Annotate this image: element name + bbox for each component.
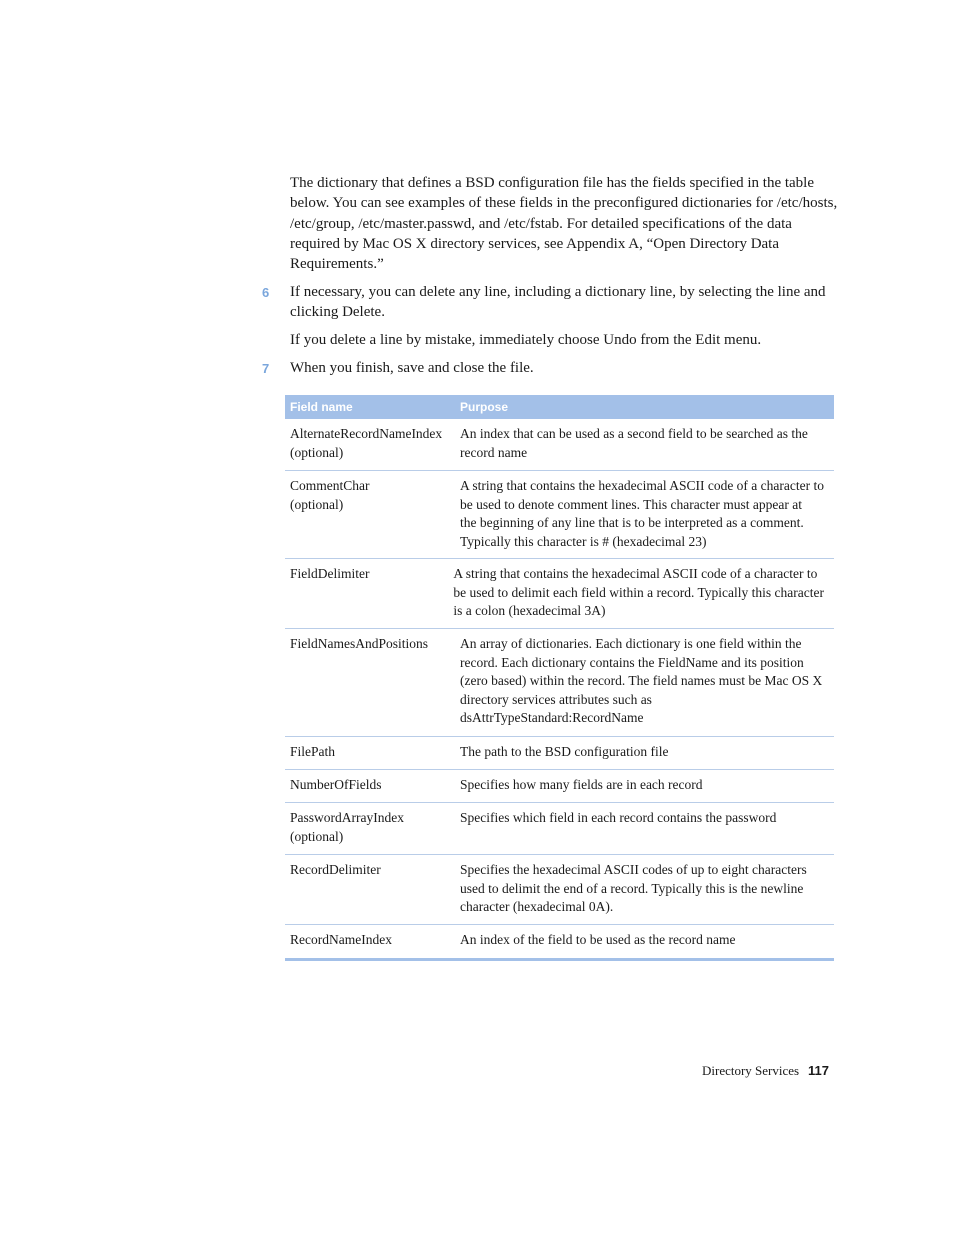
- header-purpose: Purpose: [460, 400, 509, 414]
- cell-line: directory services attributes such as: [460, 691, 652, 707]
- cell-line: CommentChar: [290, 478, 370, 493]
- cell-line: The path to the BSD configuration file: [460, 744, 669, 759]
- text-line: /etc/group, /etc/master.passwd, and /etc/fstab. For detailed specifications of the data: [290, 215, 792, 232]
- cell-line: be used to delimit each field within a record. Typically this character: [453, 584, 824, 600]
- cell-line: FieldNamesAndPositions: [290, 636, 429, 651]
- text-line: When you finish, save and close the file.: [290, 360, 534, 376]
- step-6-note: If you delete a line by mistake, immediately choose Undo from the Edit menu.: [290, 332, 762, 348]
- text-line: Requirements.”: [290, 256, 384, 273]
- footer-section-title: Directory Services: [702, 1063, 800, 1078]
- cell-line: (zero based) within the record. The field names must be Mac OS X: [460, 673, 823, 689]
- purpose-cell: [455, 419, 834, 470]
- cell-line: A string that contains the hexadecimal ASCII code of a character to: [460, 478, 824, 493]
- field-name-cell: [285, 925, 455, 958]
- table-bottom-rule: [285, 958, 834, 961]
- field-name-cell: [285, 471, 455, 558]
- field-name-cell: [285, 737, 455, 769]
- intro-paragraph: [290, 173, 838, 274]
- text-line: clicking Delete.: [290, 304, 385, 321]
- cell-line: Typically this character is # (hexadecimal 23): [460, 533, 707, 549]
- purpose-cell: [455, 737, 834, 769]
- step-number-7: 7: [262, 361, 270, 376]
- header-field-name: Field name: [290, 400, 353, 414]
- field-name-cell: [285, 770, 455, 802]
- purpose-cell: [455, 471, 834, 558]
- cell-line: be used to denote comment lines. This character must appear at: [460, 496, 803, 512]
- purpose-cell: [455, 855, 834, 924]
- table-row: [285, 737, 834, 770]
- cell-line: (optional): [290, 444, 344, 460]
- cell-line: An index that can be used as a second field to be searched as the: [460, 426, 808, 441]
- cell-line: RecordDelimiter: [290, 862, 381, 877]
- cell-line: An index of the field to be used as the record name: [460, 932, 736, 947]
- field-name-cell: [285, 419, 455, 470]
- cell-line: PasswordArrayIndex: [290, 810, 404, 825]
- cell-line: FieldDelimiter: [290, 566, 370, 581]
- table-row: [285, 803, 834, 855]
- field-name-cell: [285, 803, 455, 854]
- table-row: [285, 471, 834, 559]
- cell-line: NumberOfFields: [290, 777, 382, 792]
- cell-line: is a colon (hexadecimal 3A): [453, 603, 606, 619]
- field-name-cell: [285, 559, 448, 628]
- table-row: [285, 629, 834, 737]
- table-header: [285, 395, 834, 419]
- cell-line: Specifies which field in each record contains the password: [460, 810, 777, 825]
- cell-line: An array of dictionaries. Each dictionary is one field within the: [460, 636, 802, 651]
- step-7-text: [290, 358, 830, 378]
- table-row: [285, 855, 834, 925]
- cell-line: A string that contains the hexadecimal ASCII code of a character to: [453, 566, 818, 581]
- cell-line: (optional): [290, 496, 344, 512]
- step-6-text: [290, 282, 830, 323]
- cell-line: FilePath: [290, 744, 336, 759]
- purpose-cell: [455, 770, 834, 802]
- text-line: The dictionary that defines a BSD configuration file has the fields specified in the table: [290, 175, 815, 191]
- page-number: 117: [808, 1063, 829, 1078]
- purpose-cell: [455, 803, 834, 854]
- field-table: [285, 395, 834, 961]
- table-row: [285, 419, 834, 471]
- purpose-cell: [455, 925, 834, 958]
- text-line: below. You can see examples of these fields in the preconfigured dictionaries for /etc/hosts,: [290, 195, 838, 212]
- text-line: required by Mac OS X directory services, see Appendix A, “Open Directory Data: [290, 235, 780, 252]
- purpose-cell: [455, 629, 834, 736]
- field-name-cell: [285, 629, 455, 736]
- field-name-cell: [285, 855, 455, 924]
- step-number-6: 6: [262, 285, 270, 300]
- table-row: [285, 770, 834, 803]
- cell-line: (optional): [290, 828, 344, 844]
- table-body: [285, 419, 834, 958]
- cell-line: record. Each dictionary contains the FieldName and its position: [460, 654, 804, 670]
- cell-line: RecordNameIndex: [290, 932, 392, 947]
- cell-line: record name: [460, 444, 528, 460]
- table-row: [285, 925, 834, 958]
- table-row: [285, 559, 834, 629]
- cell-line: dsAttrTypeStandard:RecordName: [460, 710, 644, 726]
- cell-line: used to delimit the end of a record. Typically this is the newline: [460, 880, 804, 896]
- text-line: If necessary, you can delete any line, including a dictionary line, by selecting the line and: [290, 284, 826, 300]
- cell-line: Specifies how many fields are in each record: [460, 777, 703, 792]
- cell-line: the beginning of any line that is to be interpreted as a comment.: [460, 515, 804, 531]
- purpose-cell: [448, 559, 834, 628]
- cell-line: character (hexadecimal 0A).: [460, 899, 614, 915]
- cell-line: Specifies the hexadecimal ASCII codes of up to eight characters: [460, 862, 807, 877]
- cell-line: AlternateRecordNameIndex: [290, 426, 443, 441]
